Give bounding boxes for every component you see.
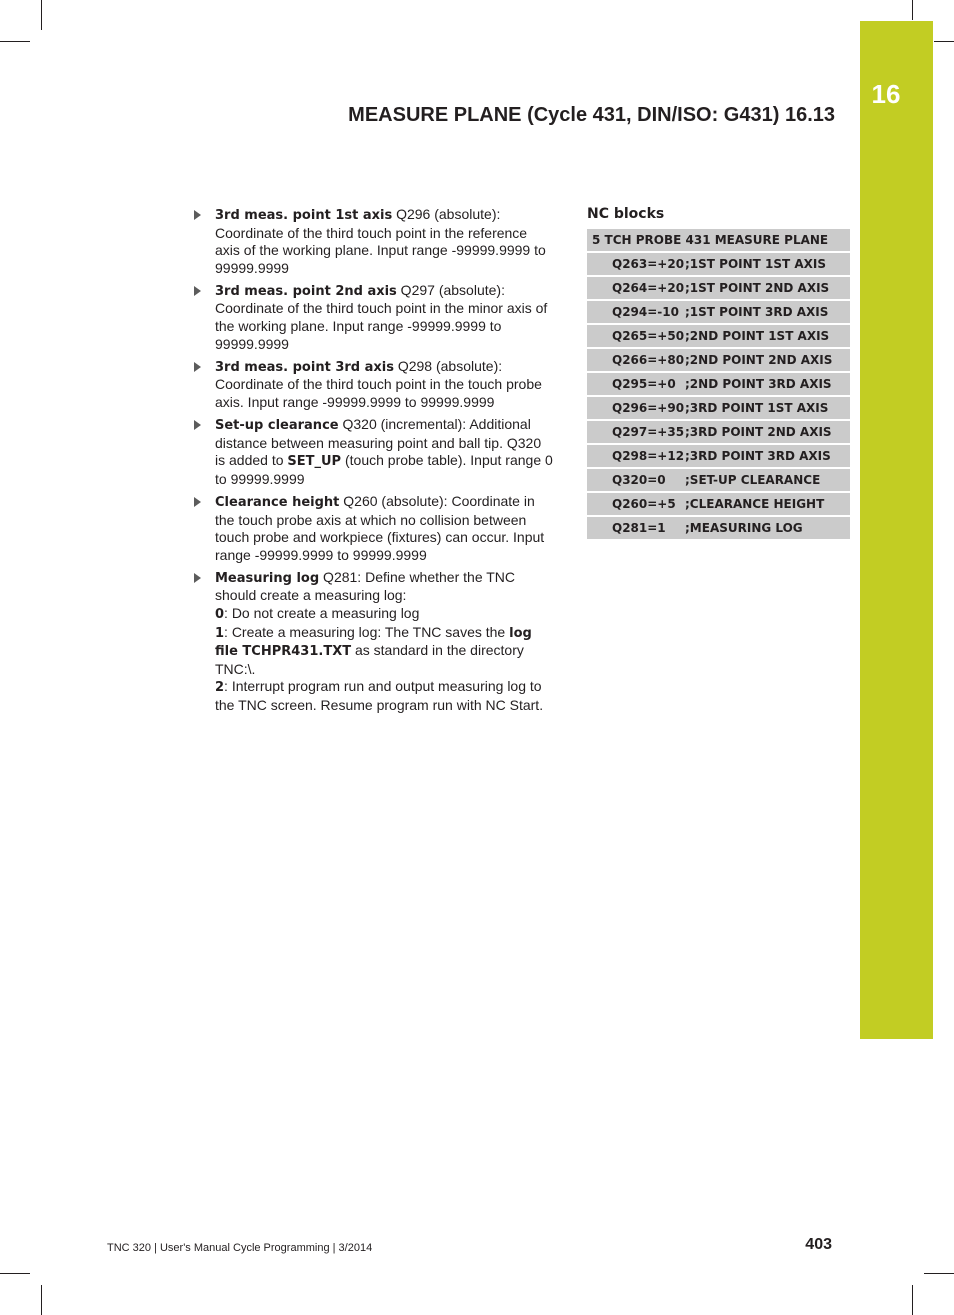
nc-blocks-table: [587, 229, 850, 541]
param-text: Q320 (incremental): Additional distance between measuring point and ball tip. Q320 is added to: [215, 416, 542, 469]
param-name: Set-up clearance: [215, 418, 339, 434]
param-text: (touch probe table). Input range 0 to 99999.9999: [215, 452, 553, 487]
param-text: Q281: Define whether the TNC should create a measuring log:: [215, 568, 516, 604]
table-row: [587, 373, 850, 395]
nc-comment: ;2ND POINT 3RD AXIS: [685, 377, 832, 391]
nc-param: Q266=+80: [612, 353, 685, 367]
nc-param: Q320=0: [612, 473, 666, 487]
chapter-tab: [860, 21, 933, 1039]
bullet-arrow-icon: [194, 286, 201, 296]
crop-mark: [912, 1285, 913, 1315]
parameter-list: [194, 206, 554, 719]
list-item: [194, 282, 554, 353]
param-name: 3rd meas. point 2nd axis: [215, 283, 397, 299]
table-row: [587, 397, 850, 419]
param-inline-bold: SET_UP: [287, 454, 342, 470]
option-text: : Do not create a measuring log: [224, 604, 420, 621]
crop-mark: [924, 1273, 954, 1274]
nc-comment: ;CLEARANCE HEIGHT: [685, 497, 825, 511]
nc-blocks-title: NC blocks: [587, 206, 665, 222]
nc-param: Q294=-10: [612, 305, 679, 319]
page-number: 403: [805, 1236, 832, 1253]
bullet-arrow-icon: [194, 573, 201, 583]
option-bold: log file TCHPR431.TXT: [215, 625, 532, 660]
list-item: [194, 416, 554, 488]
nc-header-row: 5 TCH PROBE 431 MEASURE PLANE: [587, 229, 850, 251]
param-name: 3rd meas. point 3rd axis: [215, 359, 394, 375]
nc-comment: ;MEASURING LOG: [685, 521, 803, 535]
option-text: : Create a measuring log: The TNC saves the: [224, 623, 510, 640]
crop-mark: [912, 0, 913, 20]
option-text: : Interrupt program run and output measuring log to the TNC screen. Resume program run with NC Start.: [215, 678, 544, 713]
crop-mark: [41, 0, 42, 30]
footer-text: TNC 320 | User's Manual Cycle Programming | 3/2014: [107, 1242, 373, 1254]
crop-mark: [0, 41, 30, 42]
nc-param: Q295=+0: [612, 377, 676, 391]
nc-param: Q263=+20: [612, 257, 685, 271]
nc-param: Q298=+12: [612, 449, 685, 463]
param-text: Q298 (absolute): Coordinate of the third touch point in the touch probe axis. Input range -99999.9999 to 99999.9999: [215, 357, 542, 410]
nc-comment: ;3RD POINT 1ST AXIS: [685, 401, 829, 415]
list-item: [194, 206, 554, 277]
nc-param: Q264=+20: [612, 281, 685, 295]
bullet-arrow-icon: [194, 420, 201, 430]
bullet-arrow-icon: [194, 210, 201, 220]
bullet-arrow-icon: [194, 362, 201, 372]
nc-param: Q260=+5: [612, 497, 676, 511]
nc-comment: ;3RD POINT 3RD AXIS: [685, 449, 831, 463]
option-key: 0: [215, 606, 225, 622]
param-name: Clearance height: [215, 494, 340, 510]
nc-param: Q281=1: [612, 521, 666, 535]
list-item: [194, 569, 554, 715]
option-text: as standard in the directory TNC:\.: [215, 642, 524, 677]
nc-comment: ;2ND POINT 2ND AXIS: [685, 353, 833, 367]
option-key: 1: [215, 625, 225, 641]
param-text: Q296 (absolute): Coordinate of the third touch point in the reference axis of the working plane. Input range -99999.9999 to 99999.9999: [215, 206, 546, 276]
list-item: [194, 358, 554, 412]
nc-comment: ;SET-UP CLEARANCE: [685, 473, 821, 487]
nc-comment: ;1ST POINT 2ND AXIS: [685, 281, 830, 295]
param-text: Q297 (absolute): Coordinate of the third touch point in the minor axis of the working plane. Input range -99999.9999 to 99999.9999: [215, 281, 548, 352]
table-row: [587, 301, 850, 323]
bullet-arrow-icon: [194, 497, 201, 507]
nc-param: Q265=+50: [612, 329, 685, 343]
table-row: [587, 325, 850, 347]
crop-mark: [41, 1285, 42, 1315]
table-row: [587, 277, 850, 299]
nc-param: Q296=+90: [612, 401, 685, 415]
table-row: [587, 469, 850, 491]
nc-comment: ;3RD POINT 2ND AXIS: [685, 425, 832, 439]
crop-mark: [934, 41, 954, 42]
param-name: Measuring log: [215, 570, 320, 586]
nc-comment: ;1ST POINT 3RD AXIS: [685, 305, 829, 319]
param-name: 3rd meas. point 1st axis: [215, 208, 393, 223]
nc-comment: ;1ST POINT 1ST AXIS: [685, 257, 827, 271]
list-item: [194, 493, 554, 564]
table-row: [587, 349, 850, 371]
table-row: [587, 421, 850, 443]
table-row: [587, 445, 850, 467]
param-text: Q260 (absolute): Coordinate in the touch probe axis at which no collision between touch probe and workpiece (fixtures) can occur. Input range -99999.9999 to 99999.9999: [215, 492, 545, 563]
nc-param: Q297=+35: [612, 425, 685, 439]
table-row: [587, 517, 850, 539]
nc-comment: ;2ND POINT 1ST AXIS: [685, 329, 830, 343]
page-title: MEASURE PLANE (Cycle 431, DIN/ISO: G431) 16.13: [348, 104, 835, 126]
crop-mark: [0, 1273, 30, 1274]
chapter-number: 16: [871, 79, 901, 109]
option-key: 2: [215, 680, 225, 696]
table-row: [587, 493, 850, 515]
table-row: [587, 253, 850, 275]
